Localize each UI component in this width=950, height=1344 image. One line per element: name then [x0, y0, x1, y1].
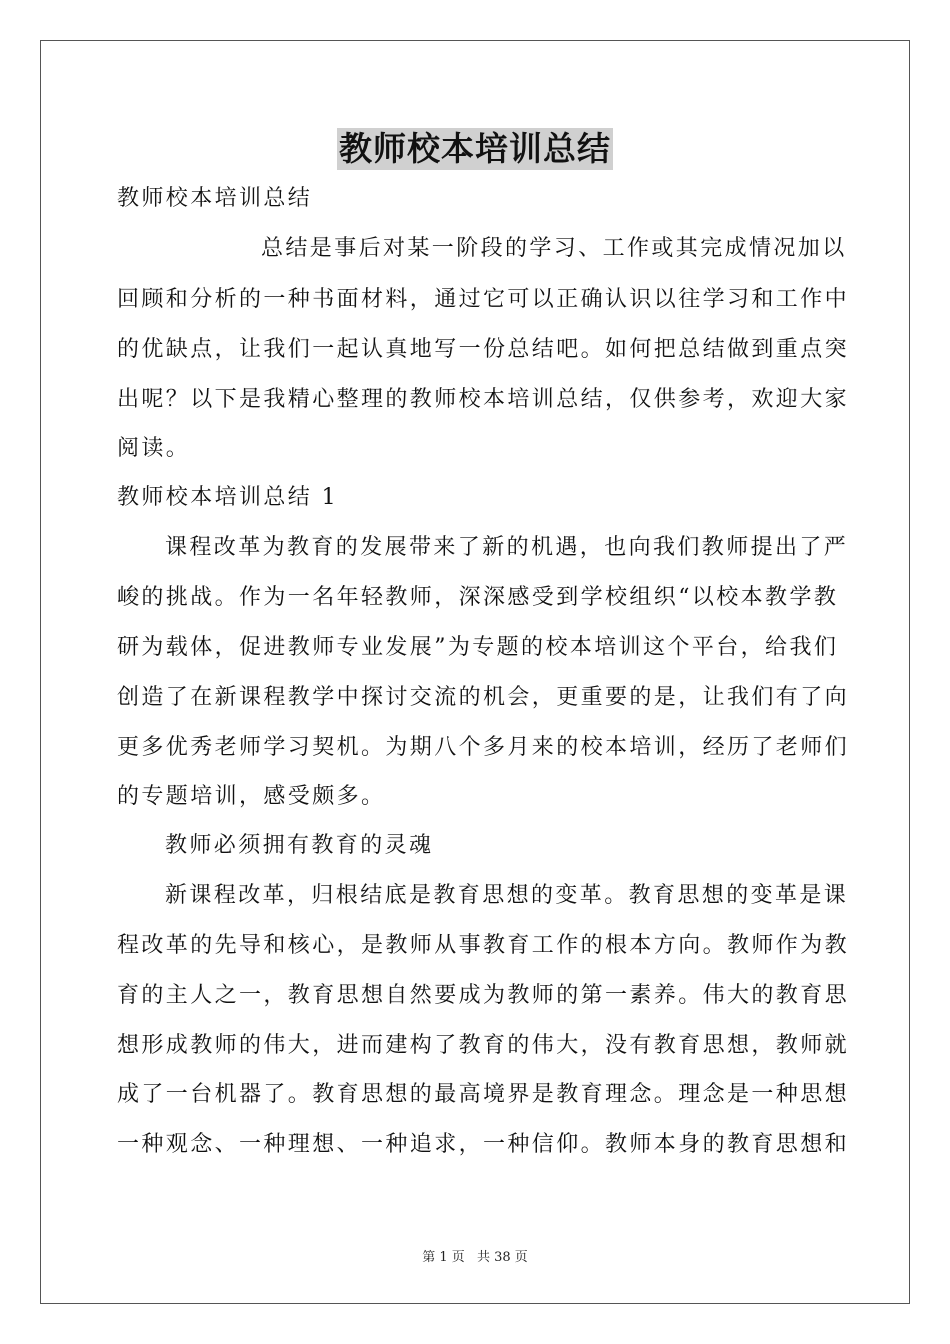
page-footer [0, 1246, 950, 1265]
intro-line: 回顾和分析的一种书面材料，通过它可以正确认识以往学习和工作中 [117, 287, 850, 312]
paragraph-line: 研为载体，促进教师专业发展”为专题的校本培训这个平台，给我们 [117, 635, 839, 660]
paragraph-line: 成了一台机器了。教育思想的最高境界是教育理念。理念是一种思想 [117, 1082, 850, 1107]
page-number: 第 1 页 [422, 1250, 465, 1265]
intro-line: 的优缺点，让我们一起认真地写一份总结吧。如何把总结做到重点突 [117, 337, 850, 362]
section-heading: 教师校本培训总结 1 [117, 485, 338, 510]
paragraph-line: 新课程改革，归根结底是教育思想的变革。教育思想的变革是课 [165, 883, 849, 908]
paragraph-line: 课程改革为教育的发展带来了新的机遇，也向我们教师提出了严 [165, 535, 849, 560]
paragraph-line: 育的主人之一，教育思想自然要成为教师的第一素养。伟大的教育思 [117, 983, 850, 1008]
document-title: 教师校本培训总结 [339, 129, 611, 168]
paragraph-line: 程改革的先导和核心，是教师从事教育工作的根本方向。教师作为教 [117, 933, 850, 958]
paragraph-line: 更多优秀老师学习契机。为期八个多月来的校本培训，经历了老师们 [117, 735, 850, 760]
document-subtitle: 教师校本培训总结 [117, 186, 313, 211]
paragraph-line: 一种观念、一种理想、一种追求，一种信仰。教师本身的教育思想和 [117, 1132, 850, 1157]
paragraph-line: 峻的挑战。作为一名年轻教师，深深感受到学校组织“以校本教学教 [117, 585, 839, 610]
intro-line: 出呢？以下是我精心整理的教师校本培训总结，仅供参考，欢迎大家 [117, 387, 850, 412]
total-pages: 共 38 页 [476, 1250, 528, 1265]
paragraph-line: 的专题培训，感受颇多。 [117, 784, 386, 809]
subheading: 教师必须拥有教育的灵魂 [165, 833, 434, 858]
intro-line: 总结是事后对某一阶段的学习、工作或其完成情况加以 [261, 236, 847, 261]
page-border [40, 40, 910, 1304]
intro-line: 阅读。 [117, 436, 191, 461]
paragraph-line: 创造了在新课程教学中探讨交流的机会，更重要的是，让我们有了向 [117, 685, 850, 710]
paragraph-line: 想形成教师的伟大，进而建构了教育的伟大，没有教育思想，教师就 [117, 1033, 850, 1058]
